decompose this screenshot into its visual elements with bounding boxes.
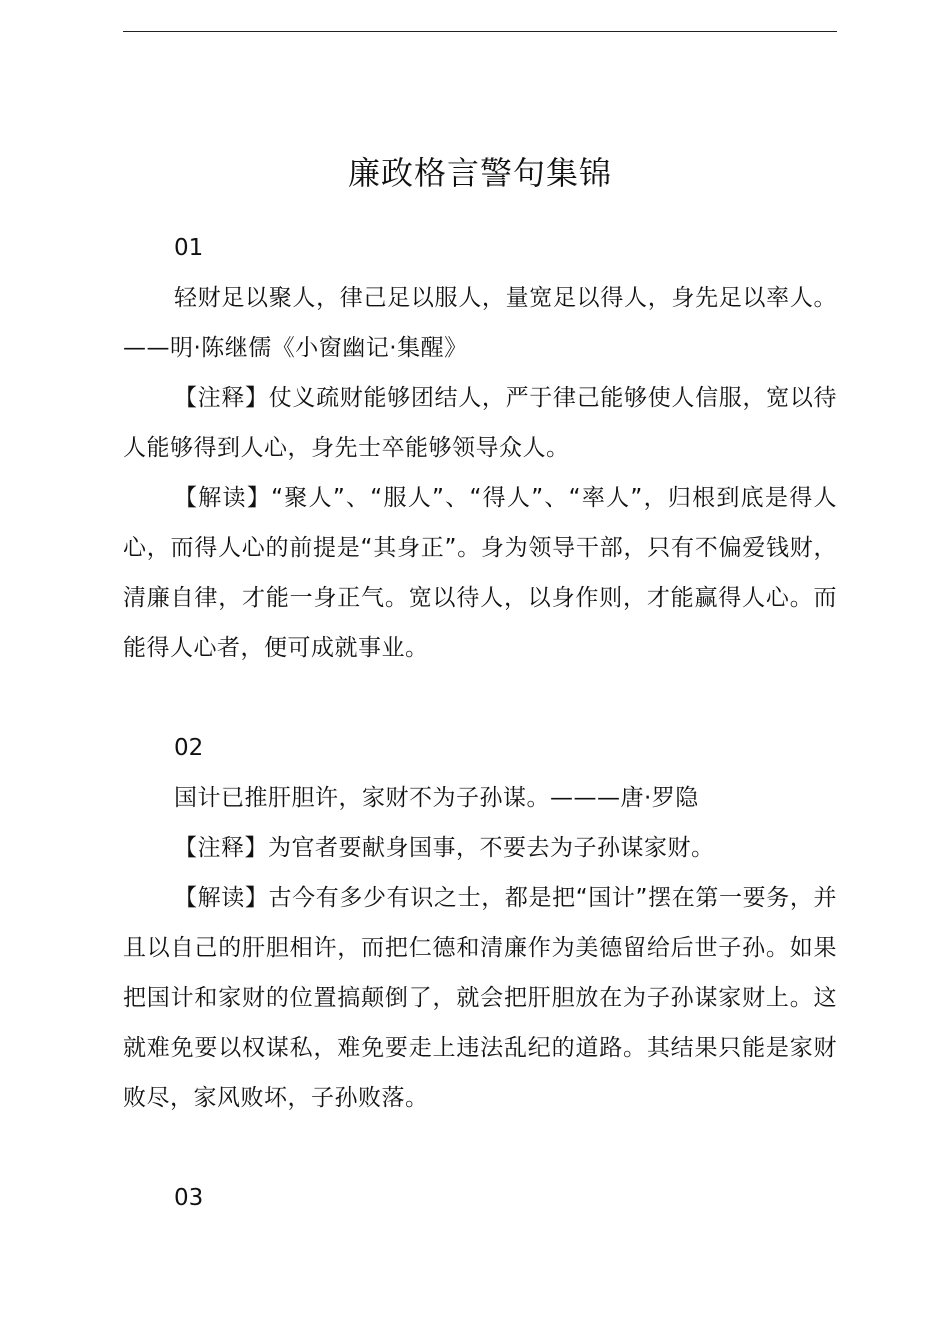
document-body [123, 148, 837, 1273]
quote-text: 轻财足以聚人，律己足以服人，量宽足以得人，身先足以率人。——明·陈继儒《小窗幽记·集醒》 [123, 285, 837, 361]
header-rule [123, 31, 837, 32]
interpretation-text: 【解读】“聚人”、“服人”、“得人”、“率人”，归根到底是得人心，而得人心的前提是“其身正”。身为领导干部，只有不偏爱钱财，清廉自律，才能一身正气。宽以待人，以身作则，才能赢得人心。而能得人心者，便可成就事业。 [123, 485, 837, 661]
interpretation-text: 【解读】古今有多少有识之士，都是把“国计”摆在第一要务，并且以自己的肝胆相许，而把仁德和清廉作为美德留给后世子孙。如果把国计和家财的位置搞颠倒了，就会把肝胆放在为子孙谋家财上。这就难免要以权谋私，难免要走上违法乱纪的道路。其结果只能是家财败尽，家风败坏，子孙败落。 [123, 885, 837, 1111]
quote-text: 国计已推肝胆许，家财不为子孙谋。———唐·罗隐 [174, 785, 699, 811]
entry-number: 02 [174, 735, 204, 761]
entry-01 [123, 223, 837, 673]
annotation-text: 【注释】为官者要献身国事，不要去为子孙谋家财。 [174, 835, 715, 861]
entry-03 [123, 1173, 837, 1223]
annotation-text: 【注释】仗义疏财能够团结人，严于律己能够使人信服，宽以待人能够得到人心，身先士卒能够领导众人。 [123, 385, 837, 461]
entry-number: 03 [174, 1185, 204, 1211]
entry-02 [123, 723, 837, 1123]
entry-number: 01 [174, 235, 204, 261]
document-title: 廉政格言警句集锦 [347, 154, 612, 192]
